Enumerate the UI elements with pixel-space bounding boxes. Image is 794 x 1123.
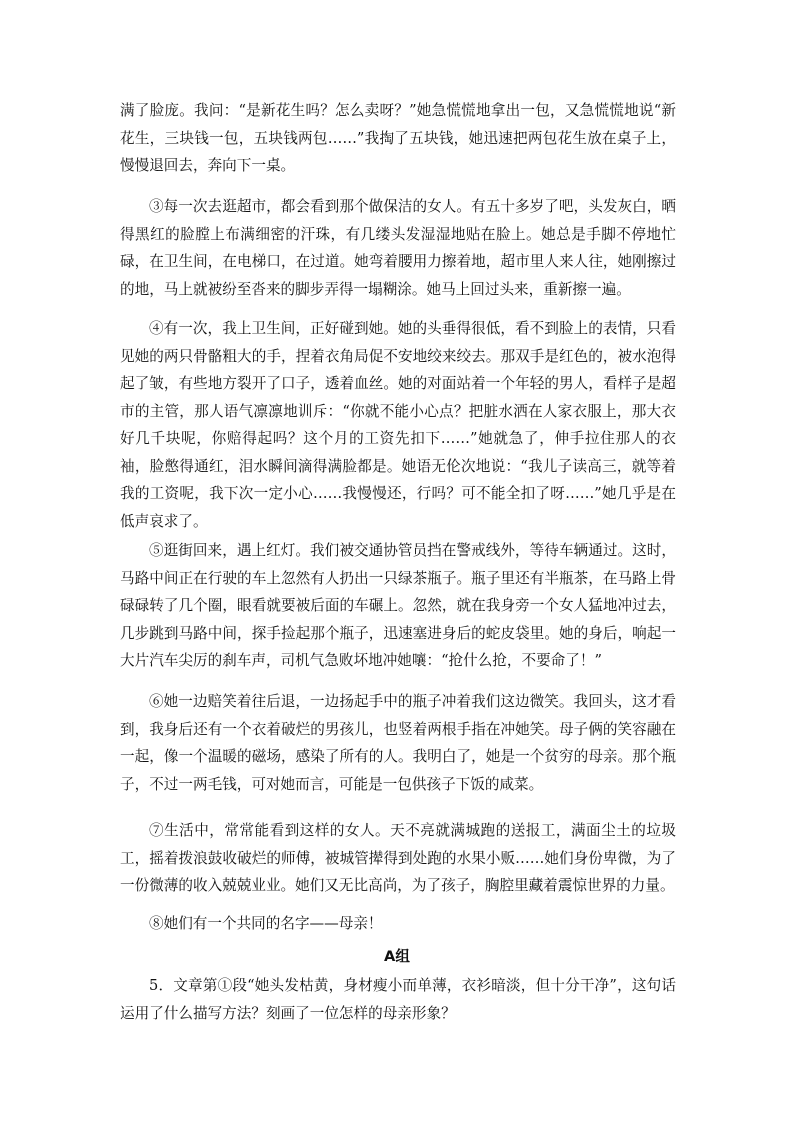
paragraph-3: ③每一次去逛超市，都会看到那个做保洁的女人。有五十多岁了吧，头发灰白，晒得黑红的脸膛上布满细密的汗珠，有几缕头发湿湿地贴在脸上。她总是手脚不停地忙碌，在卫生间，在电梯口，在过道。她弯着腰用力擦着地，超市里人来人往，她刚擦过的地，马上就被纷至沓来的脚步弄得一塌糊涂。她马上回过头来，重新擦一遍。 [120,198,676,298]
paragraph-6: ⑥她一边赔笑着往后退，一边扬起手中的瓶子冲着我们这边微笑。我回头，这才看到，我身后还有一个衣着破烂的男孩儿，也竖着两根手指在冲她笑。母子俩的笑容融在一起，像一个温暖的磁场，感染了所有的人。我明白了，她是一个贫穷的母亲。那个瓶子，不过一两毛钱，可对她而言，可能是一包供孩子下饭的咸菜。 [120,693,676,793]
paragraph-5: ⑤逛街回来，遇上红灯。我们被交通协管员挡在警戒线外，等待车辆通过。这时，马路中间正在行驶的车上忽然有人扔出一只绿茶瓶子。瓶子里还有半瓶茶，在马路上骨碌碌转了几个圈，眼看就要被后面的车碾上。忽然，就在我身旁一个女人猛地冲过去，几步跳到马路中间，探手捡起那个瓶子，迅速塞进身后的蛇皮袋里。她的身后，响起一大片汽车尖厉的刹车声，司机气急败坏地冲她嚷：“抢什么抢，不要命了！” [120,542,676,669]
paragraph-8: ⑧她们有一个共同的名字——母亲！ [149,915,383,932]
paragraph-7: ⑦生活中，常常能看到这样的女人。天不亮就满城跑的送报工，满面尘土的垃圾工，摇着拨浪鼓收破烂的师傅，被城管撵得到处跑的水果小贩……她们身份卑微，为了一份微薄的收入兢兢业业。她们又无比高尚，为了孩子，胸腔里藏着震惊世界的力量。 [120,822,676,894]
paragraph-2-continued: 满了脸庞。我问：“是新花生吗？怎么卖呀？”她急慌慌地拿出一包，又急慌慌地说“新花生，三块钱一包，五块钱两包……”我掏了五块钱，她迅速把两包花生放在桌子上，慢慢退回去，奔向下一桌。 [120,102,676,174]
question-5: 5．文章第①段“她头发枯黄，身材瘦小而单薄，衣衫暗淡，但十分干净”，这句话运用了什么描写方法？刻画了一位怎样的母亲形象？ [120,977,676,1022]
group-heading: A组 [384,948,410,965]
paragraph-4: ④有一次，我上卫生间，正好碰到她。她的头垂得很低，看不到脸上的表情，只看见她的两只骨骼粗大的手，捏着衣角局促不安地绞来绞去。那双手是红色的，被水泡得起了皱，有些地方裂开了口子，透着血丝。她的对面站着一个年轻的男人，看样子是超市的主管，那人语气凛凛地训斥：“你就不能小心点？把脏水洒在人家衣服上，那大衣好几千块呢，你赔得起吗？这个月的工资先扣下……”她就急了，伸手拉住那人的衣袖，脸憋得通红，泪水瞬间滴得满脸都是。她语无伦次地说：“我儿子读高三，就等着我的工资呢，我下次一定小心……我慢慢还，行吗？可不能全扣了呀……”她几乎是在低声哀求了。 [120,320,676,530]
